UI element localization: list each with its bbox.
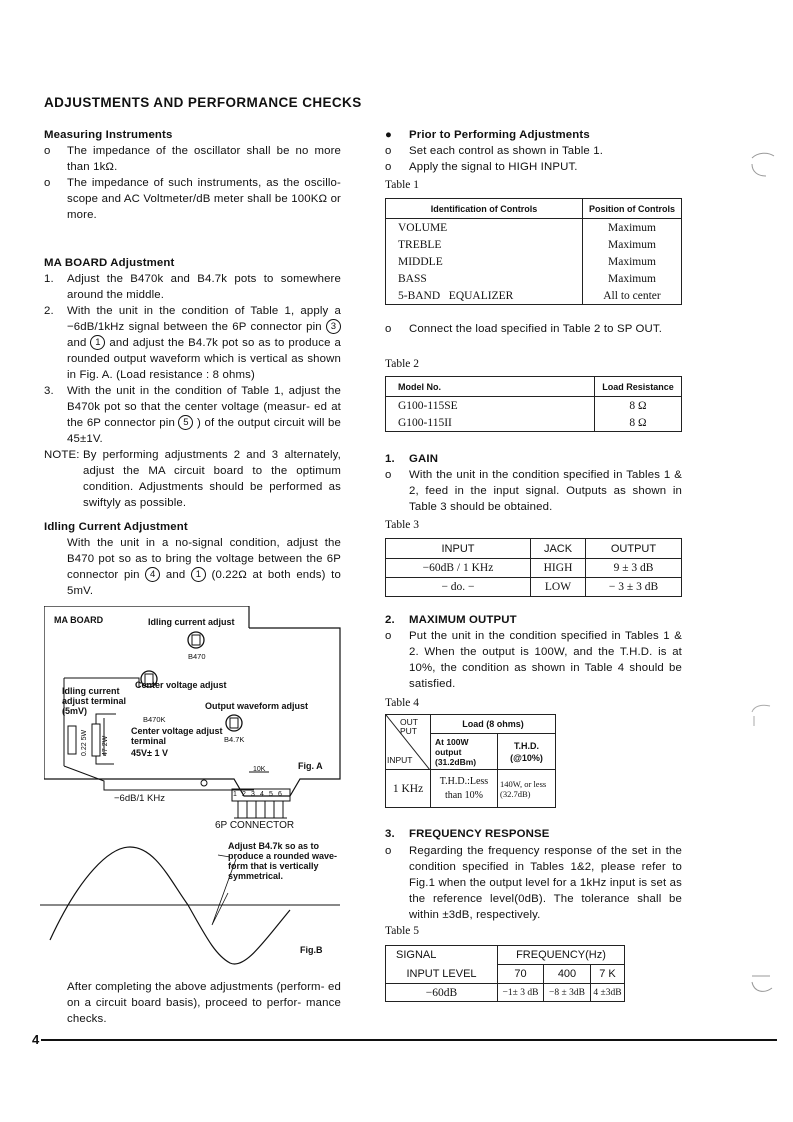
table-cell: 1 KHz xyxy=(386,770,431,808)
table-cell: −60dB / 1 KHz xyxy=(386,559,531,578)
table-cell: 4 ±3dB xyxy=(591,984,625,1002)
ma-step-1: Adjust the B470k and B4.7k pots to somewhere around the middle. xyxy=(67,273,341,301)
table-5-caption: Table 5 xyxy=(385,925,420,937)
pin-marker: 1 xyxy=(191,567,206,582)
connector-label: 6P CONNECTOR xyxy=(215,820,295,831)
ma-step-2-text: and adjust the B4.7k pot so as to produce a rounded output waveform which is vertical as shown in Fig. A. (Load resistance : 8 ohms) xyxy=(67,337,342,381)
note-label: NOTE: xyxy=(44,449,80,461)
measuring-item: The impedance of such instruments, as the oscillo- scope and AC Voltmeter/dB meter shall be 100KΩ or more. xyxy=(67,177,341,221)
frequency-heading: FREQUENCY RESPONSE xyxy=(409,828,550,840)
table-cell: 8 Ω xyxy=(595,414,682,432)
table-2 xyxy=(385,376,682,432)
table-header: 7 K xyxy=(591,965,625,984)
table-header: Model No. xyxy=(386,377,595,397)
table-cell: Maximum xyxy=(583,219,682,237)
10k-label: 10K xyxy=(253,766,266,773)
ma-heading: MA BOARD Adjustment xyxy=(44,257,175,269)
table-cell: −8 ± 3dB xyxy=(544,984,591,1002)
resistor-label: 0.22 5W xyxy=(81,729,88,756)
corner-input: INPUT xyxy=(387,755,413,765)
table-cell: MIDDLE xyxy=(386,253,583,270)
table-header: At 100W output (31.2dBm) xyxy=(431,734,498,770)
table-4-caption: Table 4 xyxy=(385,697,420,709)
step-number: 3. xyxy=(44,385,54,397)
signal-label: −6dB/1 KHz xyxy=(114,793,165,804)
table-header: 400 xyxy=(544,965,591,984)
step-number: 1. xyxy=(44,273,54,285)
gain-heading: GAIN xyxy=(409,453,439,465)
ma-board-label: MA BOARD xyxy=(54,615,104,625)
idling-text xyxy=(67,535,341,599)
max-output-text: Put the unit in the condition specified in Tables 1 & 2. When the output is 100W, and the T.H.D. is at 10%, the condition as shown in Table 4 should be satisfied. xyxy=(409,630,682,690)
table-cell: Maximum xyxy=(583,270,682,287)
table-header: FREQUENCY(Hz) xyxy=(498,946,625,965)
measuring-heading: Measuring Instruments xyxy=(44,129,173,141)
table-cell: LOW xyxy=(531,578,586,597)
after-text: After completing the above adjustments (perform- ed on a circuit board basis), proceed to perfor- mance checks. xyxy=(67,981,341,1025)
table-cell: − do. − xyxy=(386,578,531,597)
fig-b-note: Adjust B4.7k so as to produce a rounded wave- form that is vertically symmetrical. xyxy=(228,841,338,881)
table-header: T.H.D. (@10%) xyxy=(498,734,556,770)
table-corner xyxy=(386,715,431,770)
bullet-icon: o xyxy=(44,145,51,157)
table-cell: 5-BAND EQUALIZER xyxy=(386,287,583,305)
bullet-icon: o xyxy=(385,323,392,335)
idling-text-part: (0.22Ω at both ends) to 5mV. xyxy=(67,569,341,597)
ma-step-3-text: With the unit in the condition of Table 1, adjust the B470k pot so that the center voltage (measur- ed at the 6P connector pin xyxy=(67,385,341,429)
conjunction: and xyxy=(165,569,186,581)
b470-label: B470 xyxy=(188,652,206,661)
margin-mark xyxy=(748,700,778,730)
table-3-caption: Table 3 xyxy=(385,519,420,531)
figure-b-waveform xyxy=(40,845,345,980)
section-number: 3. xyxy=(385,828,395,840)
table-header: Identification of Controls xyxy=(386,199,583,219)
output-waveform-adjust-label: Output waveform adjust xyxy=(205,701,309,711)
table-1-caption: Table 1 xyxy=(385,179,420,191)
bullet-icon: ● xyxy=(385,129,393,141)
table-cell: TREBLE xyxy=(386,236,583,253)
table-cell: Maximum xyxy=(583,236,682,253)
max-output-heading: MAXIMUM OUTPUT xyxy=(409,614,517,626)
note-text: By performing adjustments 2 and 3 alternately, adjust the MA circuit board to the optimum condition. Adjustments should be performed as swiftyly as possible. xyxy=(83,449,341,509)
pin-number: 4 xyxy=(260,791,264,798)
pin-number: 1 xyxy=(233,791,237,798)
conjunction: and xyxy=(67,337,87,349)
fig-b-label: Fig.B xyxy=(300,945,323,955)
pin-marker: 1 xyxy=(90,335,105,350)
prior-item: Set each control as shown in Table 1. xyxy=(409,145,604,157)
section-number: 1. xyxy=(385,453,395,465)
table-3 xyxy=(385,538,682,597)
connect-note: Connect the load specified in Table 2 to SP OUT. xyxy=(409,323,663,335)
table-cell: 140W, or less (32.7dB) xyxy=(498,770,556,808)
pin-marker: 5 xyxy=(178,415,193,430)
table-cell: G100-115II xyxy=(386,414,595,432)
pin-marker: 4 xyxy=(145,567,160,582)
resistor-label: 47 2W xyxy=(102,735,109,756)
idling-heading: Idling Current Adjustment xyxy=(44,521,188,533)
table-4 xyxy=(385,714,556,808)
table-cell: VOLUME xyxy=(386,219,583,237)
idling-current-adjust-label: Idling current adjust xyxy=(148,617,235,627)
figure-a-diagram xyxy=(44,606,344,836)
pin-number: 3 xyxy=(251,791,255,798)
table-cell: Maximum xyxy=(583,253,682,270)
table-1 xyxy=(385,198,682,305)
idling-text-part: With the unit in a no-signal condition, adjust the B470 pot so as to bring the voltage between the 6P connector pin xyxy=(67,537,341,581)
voltage-label: 45V± 1 V xyxy=(131,748,168,758)
bullet-icon: o xyxy=(385,845,392,857)
connector-pins xyxy=(233,791,285,798)
table-header: 70 xyxy=(498,965,544,984)
pin-marker: 3 xyxy=(326,319,341,334)
table-header: INPUT LEVEL xyxy=(386,965,498,984)
margin-mark xyxy=(748,150,778,180)
pin-number: 2 xyxy=(242,791,246,798)
center-voltage-terminal-label: Center voltage adjust terminal xyxy=(131,726,223,746)
table-cell: − 3 ± 3 dB xyxy=(586,578,682,597)
page-number: 4 xyxy=(32,1032,40,1047)
margin-mark xyxy=(748,970,778,1000)
table-header: INPUT xyxy=(386,539,531,559)
table-cell: G100-115SE xyxy=(386,397,595,415)
section-number: 2. xyxy=(385,614,395,626)
table-header: OUTPUT xyxy=(586,539,682,559)
ma-step-2 xyxy=(67,303,341,383)
pin-number: 5 xyxy=(269,791,273,798)
table-cell: 9 ± 3 dB xyxy=(586,559,682,578)
table-cell: T.H.D.:Less than 10% xyxy=(431,770,498,808)
prior-item: Apply the signal to HIGH INPUT. xyxy=(409,161,578,173)
table-cell: −60dB xyxy=(386,984,498,1002)
table-header: SIGNAL xyxy=(386,946,498,965)
bullet-icon: o xyxy=(385,161,392,173)
measuring-item: The impedance of the oscillator shall be no more than 1kΩ. xyxy=(67,145,341,173)
corner-output: OUT PUT xyxy=(400,717,418,736)
frequency-text: Regarding the frequency response of the set in the condition specified in Tables 1&2, please refer to Fig.1 when the output level for a 1kHz input is set as the reference level(0dB). The tolerance shall be within ±3dB, respectively. xyxy=(409,845,682,921)
footer-rule xyxy=(41,1039,777,1041)
bullet-icon: o xyxy=(44,177,51,189)
bullet-icon: o xyxy=(385,630,392,642)
b470k-label: B470K xyxy=(143,715,166,724)
ma-step-3 xyxy=(67,383,341,447)
center-voltage-adjust-label: Center voltage adjust xyxy=(135,680,227,690)
b47k-label: B4.7K xyxy=(224,735,245,744)
ma-step-2-text: With the unit in the condition of Table 1, apply a −6dB/1kHz signal between the 6P connector pin xyxy=(67,305,341,333)
ma-step-3-text: ) of the output circuit will be 45±1V. xyxy=(67,417,342,445)
fig-a-label: Fig. A xyxy=(298,761,323,771)
table-cell: −1± 3 dB xyxy=(498,984,544,1002)
idling-terminal-label: Idling current adjust terminal (5mV) xyxy=(62,686,127,716)
table-header: Position of Controls xyxy=(583,199,682,219)
page-title: ADJUSTMENTS AND PERFORMANCE CHECKS xyxy=(44,95,362,110)
table-header: Load (8 ohms) xyxy=(431,715,556,734)
table-header: Load Resistance xyxy=(595,377,682,397)
bullet-icon: o xyxy=(385,469,392,481)
table-cell: BASS xyxy=(386,270,583,287)
pin-number: 6 xyxy=(278,791,282,798)
table-header: JACK xyxy=(531,539,586,559)
table-2-caption: Table 2 xyxy=(385,358,420,370)
prior-heading: Prior to Performing Adjustments xyxy=(409,129,590,141)
table-cell: All to center xyxy=(583,287,682,305)
table-5 xyxy=(385,945,625,1002)
table-cell: HIGH xyxy=(531,559,586,578)
table-cell: 8 Ω xyxy=(595,397,682,415)
gain-text: With the unit in the condition specified in Tables 1 & 2, feed in the input signal. Outputs as shown in Table 3 should be obtained. xyxy=(409,469,682,513)
bullet-icon: o xyxy=(385,145,392,157)
step-number: 2. xyxy=(44,305,54,317)
